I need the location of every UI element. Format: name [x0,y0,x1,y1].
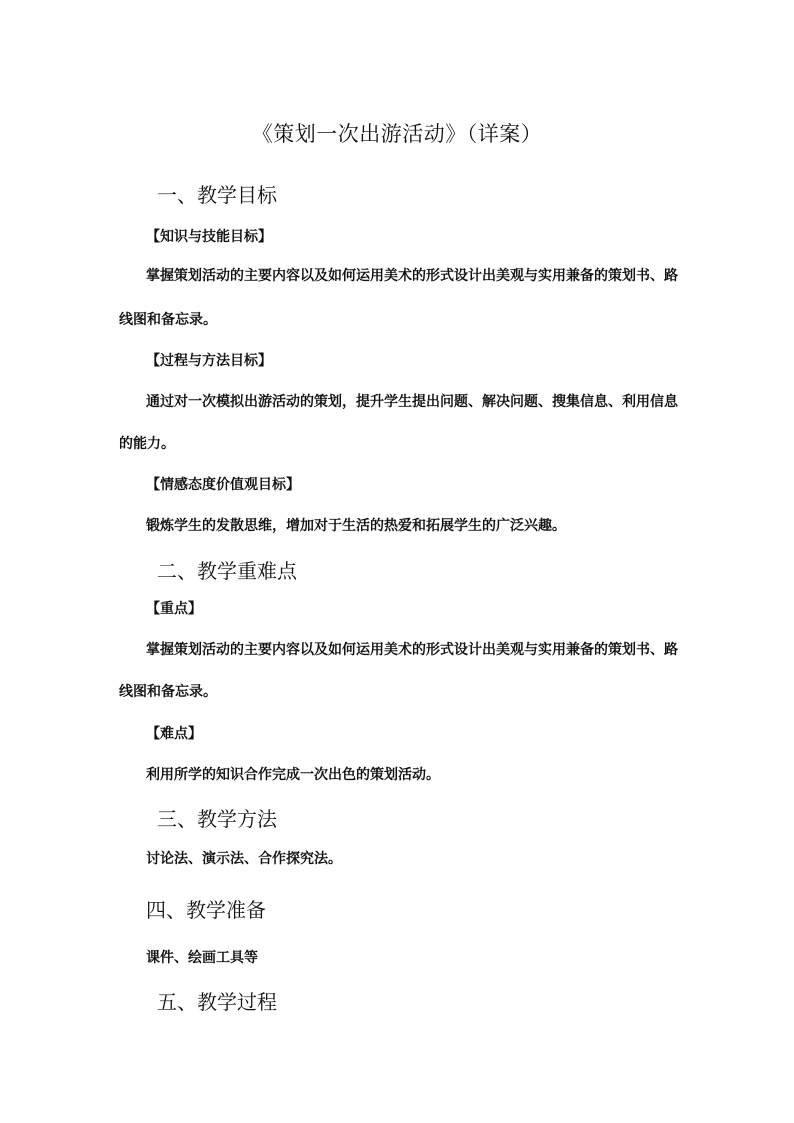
emotion-value-goal-label: 【情感态度价值观目标】 [146,477,300,493]
knowledge-skill-goal-text-line1: 掌握策划活动的主要内容以及如何运用美术的形式设计出美观与实用兼备的策划书、路 [146,268,678,284]
difficult-point-text: 利用所学的知识合作完成一次出色的策划活动。 [146,767,440,783]
process-method-goal-text-line1: 通过对一次模拟出游活动的策划，提升学生提出问题、解决问题、搜集信息、利用信息 [146,394,678,410]
difficult-point-label: 【难点】 [146,726,202,742]
teaching-methods-text: 讨论法、演示法、合作探究法。 [146,851,342,867]
emotion-value-goal-text: 锻炼学生的发散思维，增加对于生活的热爱和拓展学生的广泛兴趣。 [146,518,566,534]
key-point-text-line2: 线图和备忘录。 [119,684,217,700]
teaching-preparation-text: 课件、绘画工具等 [146,950,258,966]
section-heading-teaching-preparation: 四、教学准备 [146,898,266,922]
document-title: 《策划一次出游活动》（详案） [251,122,543,146]
section-heading-teaching-process: 五、教学过程 [157,990,277,1014]
section-heading-key-difficult-points: 二、教学重难点 [157,559,297,583]
key-point-label: 【重点】 [146,601,202,617]
process-method-goal-text-line2: 的能力。 [119,436,175,452]
section-heading-teaching-goals: 一、教学目标 [157,183,277,207]
section-heading-teaching-methods: 三、教学方法 [157,807,277,831]
knowledge-skill-goal-text-line2: 线图和备忘录。 [119,312,217,328]
key-point-text-line1: 掌握策划活动的主要内容以及如何运用美术的形式设计出美观与实用兼备的策划书、路 [146,642,678,658]
process-method-goal-label: 【过程与方法目标】 [146,353,272,369]
knowledge-skill-goal-label: 【知识与技能目标】 [146,229,272,245]
